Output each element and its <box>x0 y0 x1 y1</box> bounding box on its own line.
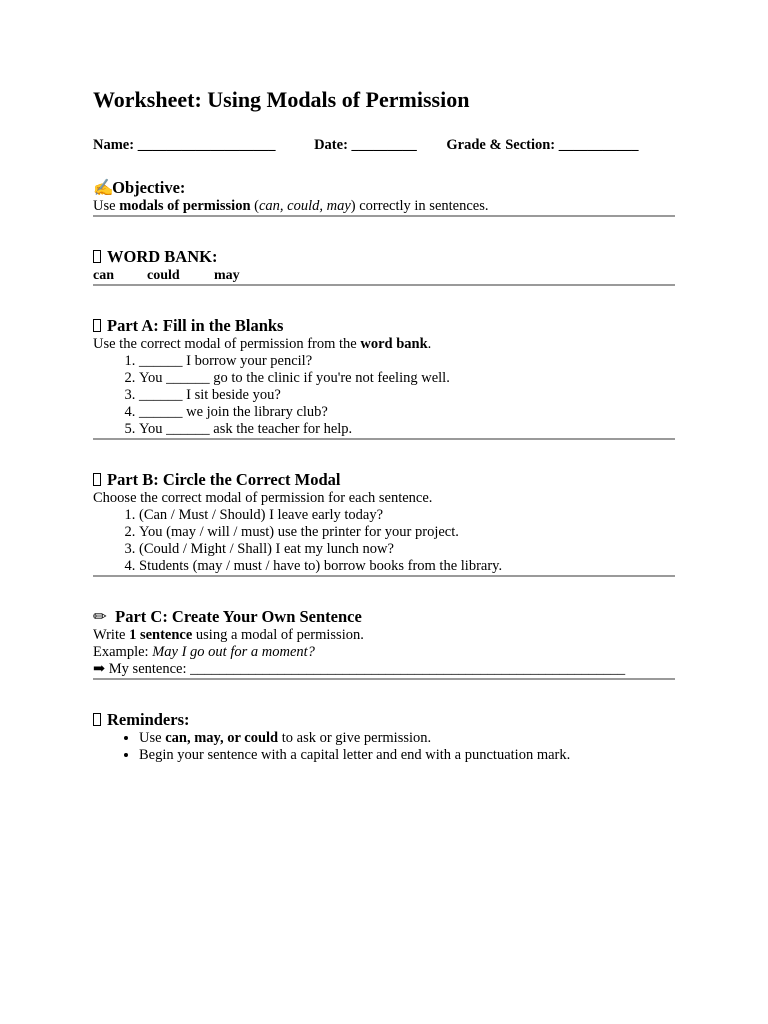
reminders-section <box>93 710 675 764</box>
name-blank: ___________________ <box>137 137 276 153</box>
reminders-heading-row <box>93 710 675 730</box>
grade-blank: ___________ <box>558 137 639 153</box>
grade-label: Grade & Section: <box>446 137 556 153</box>
part-c-section <box>93 607 675 680</box>
part-a-list <box>93 353 675 438</box>
reminder-1-end: to ask or give permission. <box>278 730 432 746</box>
date-blank: _________ <box>351 137 417 153</box>
part-a-instruction-start: Use the correct modal of permission from the <box>93 336 361 352</box>
word-bank-heading-row <box>93 247 675 267</box>
writing-hand-icon: ✍ <box>93 178 114 197</box>
objective-text-start: Use <box>93 198 120 214</box>
spacer <box>93 680 675 710</box>
objective-text-end: ) correctly in sentences. <box>350 198 489 214</box>
student-info-row <box>93 136 675 154</box>
part-a-section <box>93 316 675 440</box>
part-b-heading-row <box>93 470 675 490</box>
list-item: 3. ______ I sit beside you? <box>139 387 675 404</box>
list-item <box>139 730 675 747</box>
pencil-icon: ✏ <box>93 607 107 626</box>
part-c-instruction-end: using a modal of permission. <box>192 627 364 643</box>
my-sentence-row <box>93 661 675 678</box>
part-c-heading: Part C: Create Your Own Sentence <box>115 607 362 626</box>
word-bank-heading: WORD BANK: <box>107 247 218 266</box>
part-c-heading-row <box>93 607 675 627</box>
name-label: Name: <box>93 137 135 153</box>
example-label: Example: <box>93 644 153 660</box>
objective-text-paren: ( <box>250 198 259 214</box>
page-title: Worksheet: Using Modals of Permission <box>93 87 470 112</box>
pin-icon <box>93 713 101 726</box>
part-a-instruction-end: . <box>427 336 432 352</box>
spacer <box>93 286 675 316</box>
list-item: 2. You ______ go to the clinic if you're not feeling well. <box>139 370 675 387</box>
objective-text-bold: modals of permission <box>119 198 251 214</box>
list-item: 4. ______ we join the library club? <box>139 404 675 421</box>
list-item: 4. Students (may / must / have to) borrow books from the library. <box>139 558 675 575</box>
part-b-heading: Part B: Circle the Correct Modal <box>107 470 341 489</box>
part-a-heading-row <box>93 316 675 336</box>
objective-heading-row <box>93 178 675 198</box>
part-c-instruction-bold: 1 sentence <box>129 627 193 643</box>
list-item: 3. (Could / Might / Shall) I eat my lunch now? <box>139 541 675 558</box>
list-item: • Begin your sentence with a capital letter and end with a punctuation mark. <box>139 747 675 764</box>
spacer <box>93 440 675 470</box>
objective-text <box>93 198 675 215</box>
reminders-heading: Reminders: <box>107 710 190 729</box>
arrow-right-icon: ➡ <box>93 661 106 677</box>
circle-mark-icon <box>93 473 101 486</box>
part-b-list <box>93 507 675 575</box>
part-c-instruction-start: Write <box>93 627 130 643</box>
part-b-instruction: Choose the correct modal of permission for each sentence. <box>93 490 433 506</box>
word-bank-word: may <box>214 268 240 283</box>
spacer <box>93 217 675 247</box>
word-bank-section <box>93 247 675 286</box>
my-sentence-blank: ____________________________________________________________ <box>190 661 626 677</box>
list-item: 1. (Can / Must / Should) I leave early today? <box>139 507 675 524</box>
reminder-1-start: Use <box>139 730 166 746</box>
spacer <box>93 577 675 607</box>
part-b-section <box>93 470 675 577</box>
objective-text-italic: can, could, may <box>258 198 351 214</box>
date-label: Date: <box>314 137 348 153</box>
word-bank-words <box>93 267 675 284</box>
part-a-instruction-bold: word bank <box>360 336 428 352</box>
list-item: 1. ______ I borrow your pencil? <box>139 353 675 370</box>
part-c-example <box>93 644 675 661</box>
example-text: May I go out for a moment? <box>152 644 315 660</box>
my-sentence-label: My sentence: <box>105 661 191 677</box>
list-item: 2. You (may / will / must) use the printer for your project. <box>139 524 675 541</box>
part-a-instruction <box>93 336 675 353</box>
objective-heading: Objective: <box>112 178 186 197</box>
worksheet-content <box>93 86 675 764</box>
objective-section <box>93 178 675 217</box>
memo-icon <box>93 319 101 332</box>
reminder-1-bold: can, may, or could <box>165 730 279 746</box>
part-c-instruction <box>93 627 675 644</box>
books-icon <box>93 250 101 263</box>
reminders-list <box>93 730 675 764</box>
word-bank-word: could <box>147 268 180 283</box>
part-a-heading: Part A: Fill in the Blanks <box>107 316 284 335</box>
list-item: 5. You ______ ask the teacher for help. <box>139 421 675 438</box>
word-bank-word: can <box>93 268 114 283</box>
